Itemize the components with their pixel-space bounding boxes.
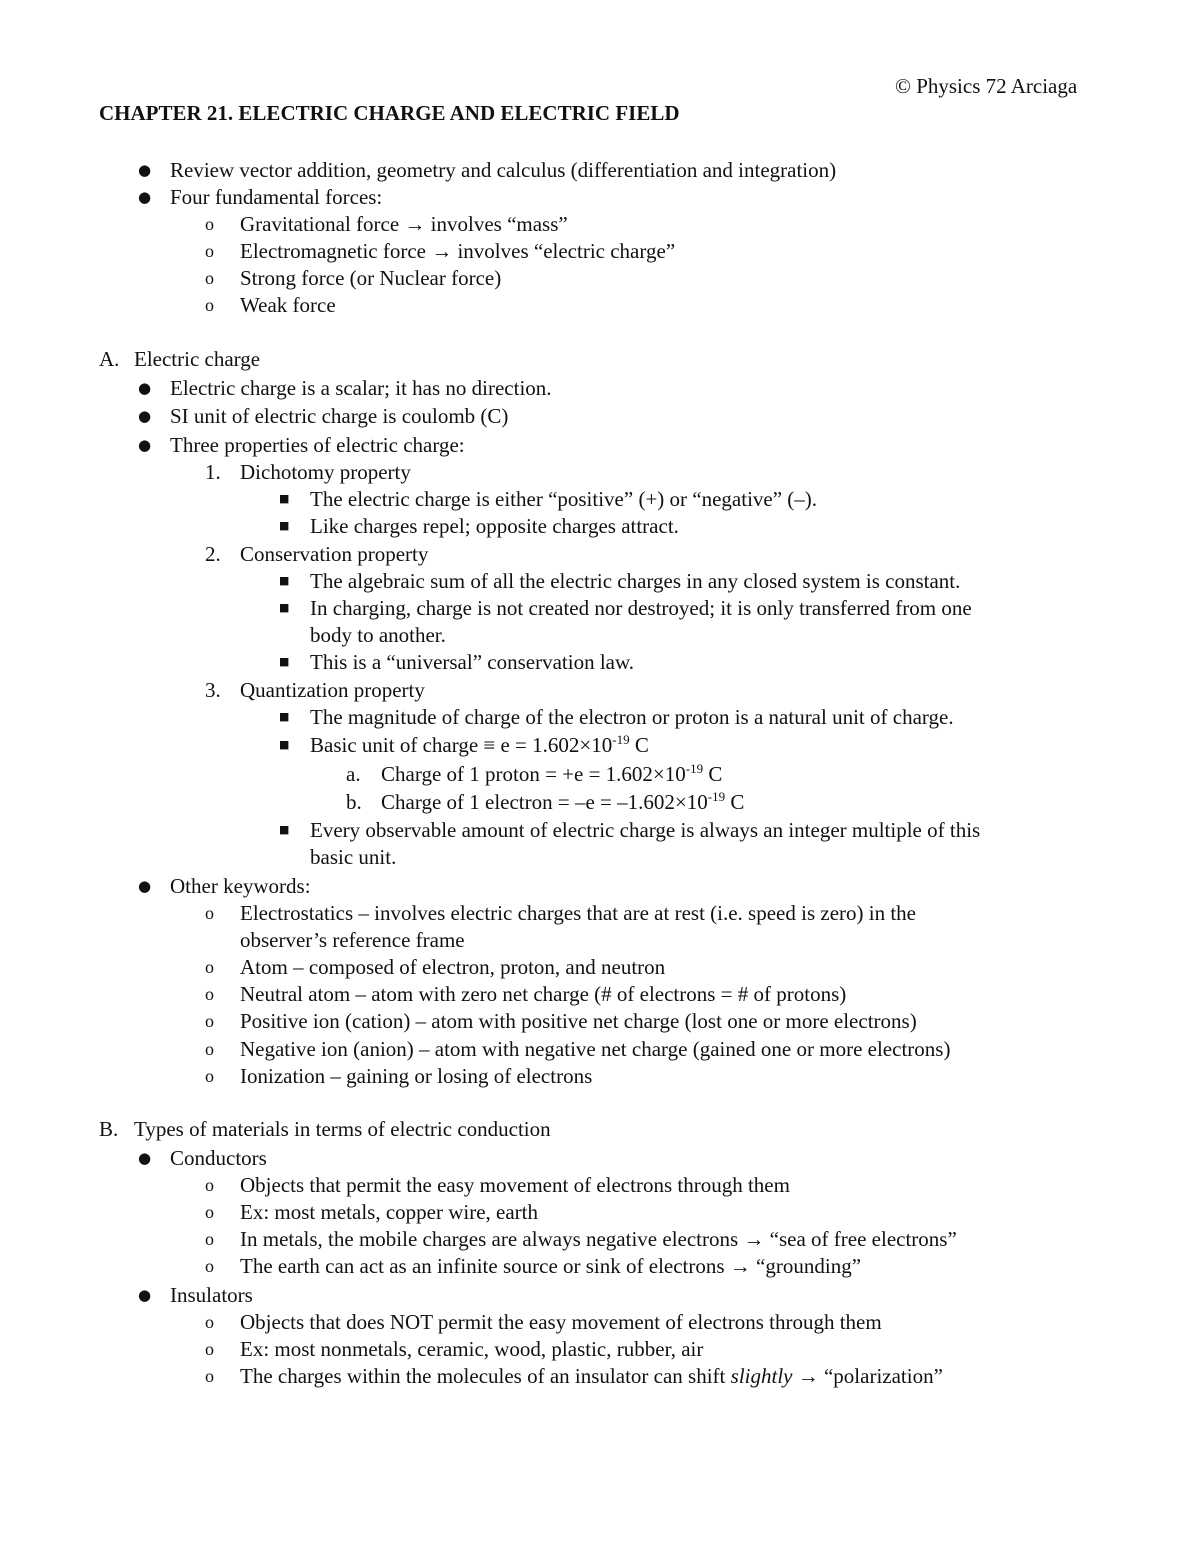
- exponent: -19: [707, 789, 726, 804]
- section-b-letter: B.: [99, 1117, 119, 1141]
- square-marker: ■: [279, 601, 290, 614]
- chapter-title: CHAPTER 21. ELECTRIC CHARGE AND ELECTRIC FIELD: [99, 101, 680, 125]
- force-item: Strong force (or Nuclear force): [240, 266, 502, 290]
- sub-bullet-marker: o: [205, 1066, 214, 1086]
- force-item: Weak force: [240, 293, 336, 317]
- basic-unit-line: [310, 732, 649, 758]
- quantization-item-cont: basic unit.: [310, 845, 397, 869]
- electron-charge-line: [381, 789, 744, 815]
- review-bullet: Review vector addition, geometry and calculus (differentiation and integration): [170, 158, 837, 182]
- dichotomy-item: The electric charge is either “positive” (+) or “negative” (–).: [310, 487, 818, 511]
- square-marker: ■: [279, 738, 290, 751]
- force-item: Gravitational force → involves “mass”: [240, 212, 568, 236]
- conductor-item: The earth can act as an infinite source or sink of electrons → “grounding”: [240, 1254, 862, 1278]
- property-number: 3.: [205, 678, 221, 702]
- property-number: 2.: [205, 542, 221, 566]
- conductor-item: Objects that permit the easy movement of electrons through them: [240, 1173, 790, 1197]
- section-b-heading: Types of materials in terms of electric conduction: [134, 1117, 551, 1141]
- sub-bullet-marker: o: [205, 1312, 214, 1332]
- insulator-item: Objects that does NOT permit the easy movement of electrons through them: [240, 1310, 882, 1334]
- sub-bullet-marker: o: [205, 984, 214, 1004]
- insulator-text-end: → “polarization”: [792, 1364, 943, 1388]
- item-label: a.: [346, 762, 361, 786]
- conservation-item: The algebraic sum of all the electric charges in any closed system is constant.: [310, 569, 961, 593]
- square-marker: ■: [279, 574, 290, 587]
- insulator-item: Ex: most nonmetals, ceramic, wood, plastic, rubber, air: [240, 1337, 704, 1361]
- quantization-item: Every observable amount of electric charge is always an integer multiple of this: [310, 818, 981, 842]
- copyright-notice: © Physics 72 Arciaga: [895, 74, 1078, 98]
- unit: C: [629, 733, 649, 757]
- properties-bullet: Three properties of electric charge:: [170, 433, 465, 457]
- forces-heading: Four fundamental forces:: [170, 185, 383, 209]
- sub-bullet-marker: o: [205, 241, 214, 261]
- sub-bullet-marker: o: [205, 1366, 214, 1386]
- exponent: -19: [685, 761, 704, 776]
- sub-bullet-marker: o: [205, 1339, 214, 1359]
- sub-bullet-marker: o: [205, 295, 214, 315]
- square-marker: ■: [279, 519, 290, 532]
- bullet-marker: ●: [138, 1286, 152, 1304]
- sub-bullet-marker: o: [205, 268, 214, 288]
- conductor-item: In metals, the mobile charges are always negative electrons → “sea of free electrons”: [240, 1227, 957, 1251]
- sub-bullet-marker: o: [205, 957, 214, 977]
- conservation-title: Conservation property: [240, 542, 429, 566]
- proton-charge-line: [381, 761, 722, 787]
- conservation-item: In charging, charge is not created nor destroyed; it is only transferred from one: [310, 596, 972, 620]
- sub-bullet-marker: o: [205, 1202, 214, 1222]
- quantization-title: Quantization property: [240, 678, 425, 702]
- insulator-item: [240, 1363, 943, 1389]
- basic-unit-text: Basic unit of charge ≡ e = 1.602×10: [310, 733, 613, 757]
- dichotomy-item: Like charges repel; opposite charges attract.: [310, 514, 679, 538]
- insulator-text: The charges within the molecules of an insulator can shift: [240, 1364, 731, 1388]
- bullet-marker: ●: [138, 1149, 152, 1167]
- conductor-item: Ex: most metals, copper wire, earth: [240, 1200, 538, 1224]
- bullet-marker: ●: [138, 161, 152, 179]
- property-number: 1.: [205, 460, 221, 484]
- proton-charge-text: Charge of 1 proton = +e = 1.602×10: [381, 762, 686, 786]
- bullet-marker: ●: [138, 407, 152, 425]
- keyword-item: Neutral atom – atom with zero net charge (# of electrons = # of protons): [240, 982, 847, 1006]
- bullet-marker: ●: [138, 877, 152, 895]
- sub-bullet-marker: o: [205, 1229, 214, 1249]
- bullet-marker: ●: [138, 188, 152, 206]
- quantization-item: The magnitude of charge of the electron or proton is a natural unit of charge.: [310, 705, 954, 729]
- sub-bullet-marker: o: [205, 1175, 214, 1195]
- square-marker: ■: [279, 710, 290, 723]
- square-marker: ■: [279, 655, 290, 668]
- keyword-item: Atom – composed of electron, proton, and neutron: [240, 955, 666, 979]
- unit: C: [725, 790, 745, 814]
- item-label: b.: [346, 790, 362, 814]
- keyword-item: Ionization – gaining or losing of electrons: [240, 1064, 593, 1088]
- conservation-item: This is a “universal” conservation law.: [310, 650, 635, 674]
- electron-charge-text: Charge of 1 electron = –e = –1.602×10: [381, 790, 708, 814]
- force-item: Electromagnetic force → involves “electric charge”: [240, 239, 676, 263]
- insulators-heading: Insulators: [170, 1283, 253, 1307]
- sub-bullet-marker: o: [205, 1011, 214, 1031]
- unit: C: [703, 762, 723, 786]
- square-marker: ■: [279, 492, 290, 505]
- keyword-item: Electrostatics – involves electric charges that are at rest (i.e. speed is zero) in the: [240, 901, 916, 925]
- exponent: -19: [612, 732, 630, 747]
- square-marker: ■: [279, 823, 290, 836]
- sub-bullet-marker: o: [205, 1039, 214, 1059]
- keyword-item-cont: observer’s reference frame: [240, 928, 465, 952]
- keyword-item: Negative ion (anion) – atom with negative net charge (gained one or more electrons): [240, 1037, 951, 1061]
- si-unit-bullet: SI unit of electric charge is coulomb (C): [170, 404, 509, 428]
- sub-bullet-marker: o: [205, 214, 214, 234]
- scalar-bullet: Electric charge is a scalar; it has no direction.: [170, 376, 552, 400]
- keywords-heading: Other keywords:: [170, 874, 311, 898]
- conductors-heading: Conductors: [170, 1146, 267, 1170]
- conservation-item-cont: body to another.: [310, 623, 446, 647]
- emphasis-slightly: slightly: [730, 1364, 793, 1388]
- bullet-marker: ●: [138, 436, 152, 454]
- dichotomy-title: Dichotomy property: [240, 460, 411, 484]
- keyword-item: Positive ion (cation) – atom with positive net charge (lost one or more electrons): [240, 1009, 917, 1033]
- sub-bullet-marker: o: [205, 1256, 214, 1276]
- section-a-letter: A.: [99, 347, 120, 371]
- sub-bullet-marker: o: [205, 903, 214, 923]
- section-a-heading: Electric charge: [134, 347, 261, 371]
- bullet-marker: ●: [138, 379, 152, 397]
